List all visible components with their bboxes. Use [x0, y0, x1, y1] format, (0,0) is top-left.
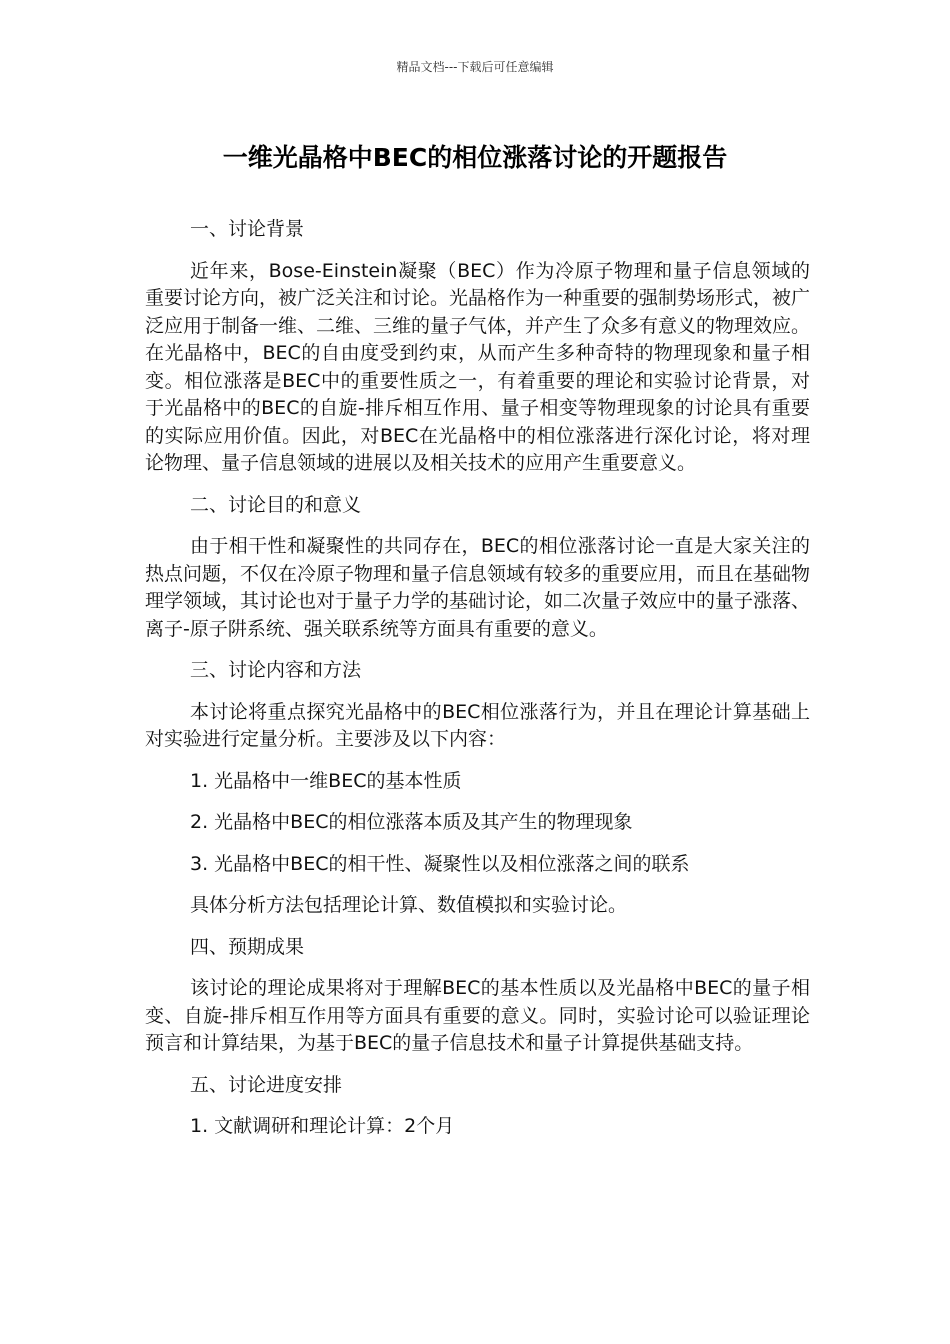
list-item: 3. 光晶格中BEC的相干性、凝聚性以及相位涨落之间的联系 [190, 852, 690, 875]
document-body [145, 216, 810, 1155]
section-heading-content-method: 三、讨论内容和方法 [190, 659, 362, 681]
section-heading-expected-results: 四、预期成果 [190, 935, 305, 958]
section-heading-purpose: 二、讨论目的和意义 [190, 493, 362, 516]
header-note: 精品文档---下载后可任意编辑 [396, 60, 554, 74]
section-heading-background: 一、讨论背景 [190, 218, 305, 240]
paragraph-expected-results: 该讨论的理论成果将对于理解BEC的基本性质以及光晶格中BEC的量子相变、自旋-排斥相互作用等方面具有重要的意义。同时，实验讨论可以验证理论预言和计算结果，为基于BEC的量子信息技术和量子计算提供基础支持。 [145, 977, 810, 1054]
paragraph-content-method: 本讨论将重点探究光晶格中的BEC相位涨落行为，并且在理论计算基础上对实验进行定量分析。主要涉及以下内容： [145, 700, 810, 750]
paragraph-background: 近年来，Bose-Einstein凝聚（BEC）作为冷原子物理和量子信息领域的重要讨论方向，被广泛关注和讨论。光晶格作为一种重要的强制势场形式，被广泛应用于制备一维、二维、三维的量子气体，并产生了众多有意义的物理效应。在光晶格中，BEC的自由度受到约束，从而产生多种奇特的物理现象和量子相变。相位涨落是BEC中的重要性质之一，有着重要的理论和实验讨论背景，对于光晶格中的BEC的自旋-排斥相互作用、量子相变等物理现象的讨论具有重要的实际应用价值。因此，对BEC在光晶格中的相位涨落进行深化讨论，将对理论物理、量子信息领域的进展以及相关技术的应用产生重要意义。 [145, 259, 811, 474]
section-heading-schedule: 五、讨论进度安排 [190, 1073, 343, 1096]
list-item: 1. 文献调研和理论计算：2个月 [190, 1115, 455, 1137]
paragraph-analysis-method: 具体分析方法包括理论计算、数值模拟和实验讨论。 [190, 894, 628, 916]
list-item: 1. 光晶格中一维BEC的基本性质 [190, 769, 462, 792]
document-title: 一维光晶格中BEC的相位涨落讨论的开题报告 [222, 143, 728, 172]
paragraph-purpose: 由于相干性和凝聚性的共同存在，BEC的相位涨落讨论一直是大家关注的热点问题，不仅在冷原子物理和量子信息领域有较多的重要应用，而且在基础物理学领域，其讨论也对于量子力学的基础讨论，如二次量子效应中的量子涨落、离子-原子阱系统、强关联系统等方面具有重要的意义。 [145, 535, 811, 640]
list-item: 2. 光晶格中BEC的相位涨落本质及其产生的物理现象 [190, 811, 633, 833]
